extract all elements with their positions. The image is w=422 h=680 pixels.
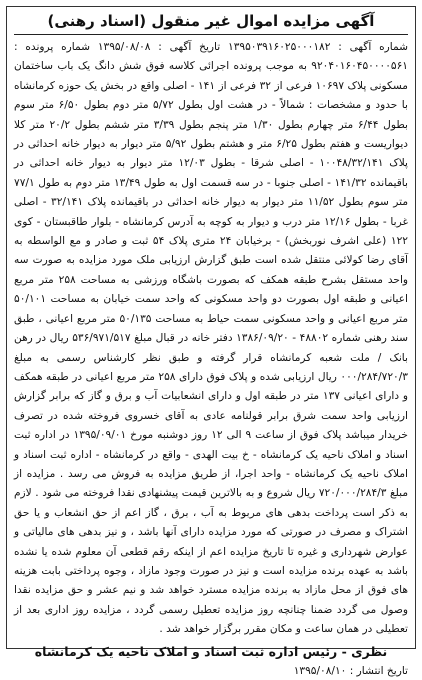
notice-panel	[6, 6, 416, 677]
notice-title: آگهی مزایده اموال غیر منقول (اسناد رهنی)	[14, 11, 408, 35]
publish-date: تاریخ انتشار : ۱۳۹۵/۰۸/۱۰	[293, 664, 408, 677]
notice-body: شماره آگهی : ۱۳۹۵۰۳۹۱۶۰۲۵۰۰۰۱۸۲ تاریخ آگهی : ۱۳۹۵/۰۸/۰۸ شماره پرونده : ۹۲۰۴۰۱۶۰۴۵۰۰۰۰۵۶۱ به موجب پرونده اجرائی کلاسه فوق شش دانگ یک باب ساختمان مسکونی پلاک ۱۰۶۹۷ فرعی از ۳۲ فرعی از ۱۴۱ - اصلی واقع در بخش یک حوزه کرمانشاه با حدود و مشخصات : شمالاً - در هشت اول بطول ۵/۷۲ متر دوم بطول ۶/۵۰ متر سوم بطول ۶/۴۴ متر چهارم بطول ۱/۳۰ متر پنجم بطول ۳/۳۹ متر ششم بطول ۲۰/۲ متر کلا دیواریست و هفتم بطول ۶/۲۵ متر و هشتم بطول ۵/۹۲ متر دیوار به دیوار خانه احداثی در پلاک ۱۰۰۴۸/۳۲/۱۴۱ - اصلی شرقا - بطول ۱۲/۰۳ متر دیوار به دیوار خانه احداثی در باقیمانده ۱۴۱/۳۲ - اصلی جنوبا - در سه قسمت اول به طول ۱۳/۴۹ متر دوم به طول ۷۷/۱ متر سوم بطول ۱۱/۵۲ متر دیوار به دیوار خانه احداثی در باقیمانده پلاک ۳۲/۱۴۱ - اصلی غربا - بطول ۱۲/۱۶ متر درب و دیوار به کوچه به آدرس کرمانشاه - بلوار طاقبستان - کوی ۱۲۲ (علی اشرف نوربخش) - برخیابان ۲۴ متری پلاک ۵۴ ثبت و صادر و مع الواسطه به آقای رضا کولائی منتقل شده است طبق گزارش ارزیابی ملک مورد مزایده به صورت سه واحد مستقل بشرح طبقه همکف که بصورت باشگاه ورزشی به مساحت ۲۵۸ متر مربع اعیانی و طبقه اول بصورت دو واحد مسکونی که واحد سمت خیابان به مساحت ۵۰/۱۰۱ متر مربع اعیانی و واحد مسکونی سمت حیاط به مساحت ۵۰/۱۳۵ متر مربع اعیانی ، طبق سند رهنی شماره ۴۸۸۰۲ - ۱۳۸۶/۰۹/۲۰ دفتر خانه در قبال مبلغ ۵۳۶/۹۷۱/۵۱۷ ریال در رهن بانک / ملت شعبه کرمانشاه قرار گرفته و طبق نظر کارشناس رسمی به مبلغ ۰۰۰/۲۸۴/۷۲۰/۳ ریال ارزیابی شده و پلاک فوق دارای ۲۵۸ متر مربع اعیانی در طبقه همکف و دارای اعیانی ۱۳۷ متر در طبقه اول و دارای انشعابیات آب و برق و گاز که برابر گزارش ارزیابی واحد سمت شرق برابر قولنامه عادی به آقای خسروی فروخته شده در تصرف خریدار میباشد پلاک فوق از ساعت ۹ الی ۱۲ روز دوشنبه مورخ ۱۳۹۵/۰۹/۰۱ در اداره ثبت اسناد و املاک ناحیه یک کرمانشاه - خ بیت الهدی - واقع در کرمانشاه - اداره ثبت اسناد و املاک ناحیه یک کرمانشاه - واحد اجرا، از طریق مزایده به فروش می رسد . مزایده از مبلغ ۷۲۰/۰۰۰/۲۸۴/۳ ریال شروع و به بالاترین قیمت پیشنهادی نقدا فروخته می شود . لازم به ذکر است پرداخت بدهی های مربوط به آب ، برق ، گاز اعم از حق انشعاب و یا حق اشتراک و مصرف در صورتی که مورد مزایده دارای آنها باشد ، و نیز بدهی های مالیاتی و عوارض شهرداری و غیره تا تاریخ مزایده اعم از اینکه رقم قطعی آن معلوم شده یا نشده باشد به عهده برنده مزایده است و نیز در صورت وجود مازاد ، وجوه پرداختی بابت هزینه های فوق از محل مازاد به برنده مزایده مسترد خواهد شد و نیم عشر و حق مزایده نقدا وصول می گردد ضمنا چنانچه روز مزایده تعطیل رسمی گردد ، مزایده روز اداری بعد از تعطیلی در همان ساعت و مکان مقرر برگزار خواهد شد .	[14, 41, 409, 636]
notice-signature: نظری - رئیس اداره ثبت اسناد و املاک ناحیه یک کرمانشاه	[34, 643, 388, 659]
